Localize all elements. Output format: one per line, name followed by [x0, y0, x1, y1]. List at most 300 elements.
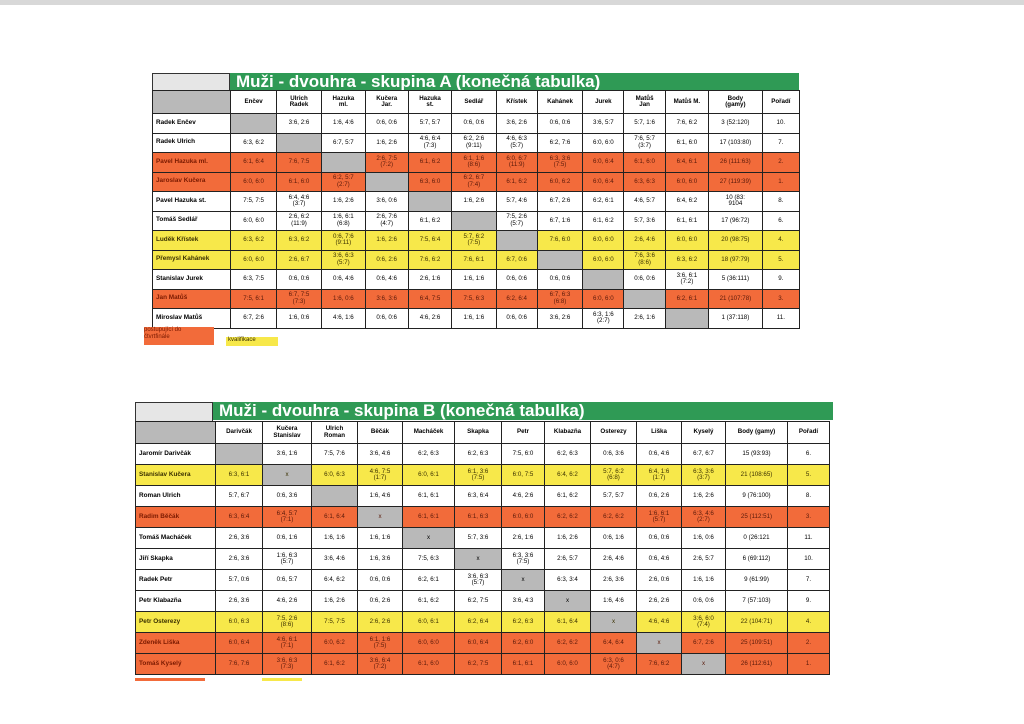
score-cell: 7:6, 3:6 (8:6)	[624, 250, 665, 270]
score-cell: 0:6, 1:6	[591, 528, 637, 549]
score-cell: 6:0, 6:4	[216, 633, 263, 654]
score-cell: 5:7, 1:6	[624, 114, 665, 134]
score-cell: 6:0, 6:4	[455, 633, 502, 654]
score-cell: 5:7, 5:7	[408, 114, 451, 134]
table-row	[136, 612, 830, 633]
points-cell: 1 (37:118)	[709, 309, 763, 329]
points-cell: 9 (61:99)	[726, 570, 788, 591]
score-cell: 3:6, 3:6	[365, 289, 408, 309]
score-cell: 6:2, 6:1	[583, 192, 624, 212]
column-header: Hazuka st.	[408, 91, 451, 114]
score-cell: 0:6, 2:6	[358, 591, 403, 612]
player-name: Přemysl Kahánek	[153, 250, 231, 270]
score-cell: 6:0, 6:0	[583, 250, 624, 270]
score-cell: 2:6, 5:7	[682, 549, 726, 570]
score-cell: 0:6, 2:6	[365, 250, 408, 270]
score-cell: 6:2, 6:4	[455, 612, 502, 633]
score-cell: 5:7, 3:6	[455, 528, 502, 549]
score-cell: 7:5, 2:6 (5:7)	[496, 211, 537, 231]
header-corner	[136, 422, 216, 444]
score-cell: 2:6, 4:6	[591, 549, 637, 570]
score-cell	[276, 133, 321, 153]
score-cell: 3:6, 6:3 (5:7)	[455, 570, 502, 591]
rank-cell: 8.	[788, 486, 830, 507]
score-cell: 6:0, 6:2	[312, 633, 358, 654]
score-cell: 3:6, 6:4 (7:2)	[358, 654, 403, 675]
scan-edge	[0, 0, 1024, 5]
score-cell: 6:0, 6:0	[502, 507, 545, 528]
table-row	[153, 289, 800, 309]
score-cell: 6:0, 6:0	[231, 250, 276, 270]
score-cell: 6:3, 3:6 (7:5)	[502, 549, 545, 570]
legend-advance: postupující do čtvrtfinále	[144, 327, 214, 345]
score-cell: 1:6, 1:6	[452, 270, 496, 290]
score-cell: 6:7, 7:5 (7:3)	[276, 289, 321, 309]
score-cell: 1:6, 1:6	[312, 528, 358, 549]
score-cell: 2:6, 2:6	[358, 612, 403, 633]
player-name: Jaromír Darivčák	[136, 444, 216, 465]
score-cell: 0:6, 4:6	[365, 270, 408, 290]
table-row	[136, 486, 830, 507]
score-cell	[496, 231, 537, 251]
score-cell: 2:6, 2:6	[637, 591, 682, 612]
score-cell: 4:6, 5:7	[624, 192, 665, 212]
score-cell: 3:6, 4:6	[312, 549, 358, 570]
score-cell: 7:6, 5:7 (3:7)	[624, 133, 665, 153]
header-row	[153, 91, 800, 114]
score-cell: 2:6, 4:6	[624, 231, 665, 251]
player-name: Petr Klabazňa	[136, 591, 216, 612]
column-header: Matůš M.	[665, 91, 708, 114]
legend-bottom-orange	[135, 678, 205, 681]
rank-cell: 9.	[788, 591, 830, 612]
column-header: Body (gamy)	[726, 422, 788, 444]
score-cell: 7:5, 6:1	[231, 289, 276, 309]
score-cell: 6:2, 6:0	[502, 633, 545, 654]
score-cell: 5:7, 5:7	[591, 486, 637, 507]
rank-cell: 3.	[762, 289, 799, 309]
score-cell: 0:6, 0:6	[276, 270, 321, 290]
score-cell	[312, 486, 358, 507]
score-cell: 6:1, 6:2	[408, 211, 451, 231]
score-cell: x	[455, 549, 502, 570]
score-cell: x	[637, 633, 682, 654]
score-cell: 6:4, 5:7 (7:1)	[263, 507, 312, 528]
score-cell: 1:6, 4:6	[358, 486, 403, 507]
points-cell: 3 (52:120)	[709, 114, 763, 134]
rank-cell: 1.	[788, 654, 830, 675]
score-cell: 5:7, 4:6	[496, 192, 537, 212]
table-row	[153, 309, 800, 329]
score-cell: 6:1, 6:1	[502, 654, 545, 675]
points-cell: 9 (76:100)	[726, 486, 788, 507]
points-cell: 5 (36:111)	[709, 270, 763, 290]
points-cell: 22 (104:71)	[726, 612, 788, 633]
score-cell: 6:3, 4:6 (2:7)	[682, 507, 726, 528]
score-cell: 4:6, 2:6	[408, 309, 451, 329]
score-cell: 6:0, 6:0	[583, 133, 624, 153]
column-header: Sedlář	[452, 91, 496, 114]
score-cell: 6:7, 2:6	[682, 633, 726, 654]
score-cell: 0:6, 0:6	[365, 114, 408, 134]
points-cell: 21 (108:65)	[726, 465, 788, 486]
points-cell: 25 (112:51)	[726, 507, 788, 528]
score-cell: 6:7, 6:3 (6:8)	[537, 289, 582, 309]
score-cell: 1:6, 1:6	[358, 528, 403, 549]
table-row	[136, 633, 830, 654]
legend-bottom-yellow	[262, 678, 302, 681]
player-name: Pavel Hazuka ml.	[153, 153, 231, 173]
column-header: Body (gamy)	[709, 91, 763, 114]
rank-cell: 4.	[762, 231, 799, 251]
score-cell: x	[682, 654, 726, 675]
rank-cell: 11.	[788, 528, 830, 549]
score-cell: 7:5, 6:0	[502, 444, 545, 465]
score-cell: 6:3, 6:4	[455, 486, 502, 507]
score-cell: 0:6, 0:6	[358, 570, 403, 591]
score-cell: 1:6, 4:6	[322, 114, 365, 134]
score-cell: 2:6, 7:5 (7:2)	[365, 153, 408, 173]
score-cell: 6:2, 6:3	[403, 444, 455, 465]
score-cell: 3:6, 4:3	[502, 591, 545, 612]
score-cell: 1:6, 2:6	[452, 192, 496, 212]
score-cell: 6:3, 3:6 (3:7)	[682, 465, 726, 486]
score-cell: 6:0, 6:0	[583, 289, 624, 309]
score-cell: 7:6, 7:5	[276, 153, 321, 173]
score-cell: 1:6, 2:6	[365, 133, 408, 153]
rank-cell: 10.	[762, 114, 799, 134]
score-cell: 5:7, 3:6	[624, 211, 665, 231]
score-cell: 6:0, 6:2	[537, 172, 582, 192]
score-cell: 6:3, 3:4	[545, 570, 591, 591]
score-cell: 6:1, 6:2	[496, 172, 537, 192]
table-row	[153, 133, 800, 153]
header-corner	[153, 91, 231, 114]
score-cell: 2:6, 5:7	[545, 549, 591, 570]
score-cell: 6:2, 7:5	[455, 654, 502, 675]
score-cell: x	[502, 570, 545, 591]
score-cell: 3:6, 6:3 (5:7)	[322, 250, 365, 270]
table-row	[153, 192, 800, 212]
score-cell	[231, 114, 276, 134]
score-cell: 6:0, 6:4	[583, 153, 624, 173]
score-cell	[537, 250, 582, 270]
score-cell: 6:2, 6:2	[545, 507, 591, 528]
points-cell: 17 (96:72)	[709, 211, 763, 231]
player-name: Radek Petr	[136, 570, 216, 591]
column-header: Pořadí	[762, 91, 799, 114]
column-header: Liška	[637, 422, 682, 444]
score-cell: 3:6, 6:3 (7:3)	[263, 654, 312, 675]
score-cell: 4:6, 4:6	[637, 612, 682, 633]
score-cell: 6:3, 6:2	[665, 250, 708, 270]
score-cell: 6:0, 6:0	[665, 172, 708, 192]
rank-cell: 9.	[762, 270, 799, 290]
score-cell: 6:3, 6:2	[276, 231, 321, 251]
column-header: Kučera Stanislav	[263, 422, 312, 444]
score-cell: 6:7, 5:7	[322, 133, 365, 153]
player-name: Tomáš Kyselý	[136, 654, 216, 675]
score-cell: 2:6, 7:6 (4:7)	[365, 211, 408, 231]
table-row	[136, 549, 830, 570]
score-cell: 6:1, 6:1	[403, 507, 455, 528]
rank-cell: 7.	[788, 570, 830, 591]
score-cell: 6:2, 6:2	[591, 507, 637, 528]
score-cell: x	[358, 507, 403, 528]
column-header: Klabazňa	[545, 422, 591, 444]
score-cell	[624, 289, 665, 309]
table-row	[136, 444, 830, 465]
score-cell: 6:1, 6:0	[624, 153, 665, 173]
score-cell: 6:1, 6:0	[665, 133, 708, 153]
player-name: Radek Ulrich	[153, 133, 231, 153]
score-cell: 7:5, 7:5	[231, 192, 276, 212]
player-name: Jan Matůš	[153, 289, 231, 309]
score-cell: 6:3, 6:1	[216, 465, 263, 486]
table-row	[153, 172, 800, 192]
rank-cell: 8.	[762, 192, 799, 212]
score-cell: 0:6, 0:6	[682, 591, 726, 612]
score-cell: 4:6, 7:5 (1:7)	[358, 465, 403, 486]
score-cell: 0:6, 1:6	[263, 528, 312, 549]
score-cell: 1:6, 0:6	[682, 528, 726, 549]
score-cell: 6:0, 6:7 (11:9)	[496, 153, 537, 173]
score-cell: 2:6, 1:6	[624, 309, 665, 329]
score-cell	[322, 153, 365, 173]
score-cell: 6:7, 2:6	[231, 309, 276, 329]
score-cell: 6:3, 6:2	[231, 231, 276, 251]
table-row	[136, 570, 830, 591]
score-cell: 6:2, 6:2	[545, 633, 591, 654]
score-cell: 0:6, 7:6 (9:11)	[322, 231, 365, 251]
score-cell: 3:6, 6:0 (7:4)	[682, 612, 726, 633]
table-row	[136, 591, 830, 612]
score-cell: 6:1, 6:3	[455, 507, 502, 528]
score-cell: 0:6, 0:6	[452, 114, 496, 134]
table-row	[153, 270, 800, 290]
points-cell: 15 (93:93)	[726, 444, 788, 465]
column-header: Skapka	[455, 422, 502, 444]
score-cell: 7:5, 2:6 (8:6)	[263, 612, 312, 633]
score-cell: 6:2, 7:6	[537, 133, 582, 153]
score-cell: 6:7, 0:6	[496, 250, 537, 270]
score-cell: 4:6, 2:6	[263, 591, 312, 612]
score-cell: 6:0, 6:0	[403, 633, 455, 654]
score-cell: 7:5, 6:4	[408, 231, 451, 251]
column-header: Petr	[502, 422, 545, 444]
score-cell: 6:3, 7:5	[231, 270, 276, 290]
score-cell: 1:6, 2:6	[322, 192, 365, 212]
legend-qualification: kvalifikace	[226, 337, 278, 346]
score-cell: 3:6, 2:6	[276, 114, 321, 134]
points-cell: 18 (97:79)	[709, 250, 763, 270]
score-cell: 6:7, 1:6	[537, 211, 582, 231]
table-row	[153, 211, 800, 231]
column-header: Enčev	[231, 91, 276, 114]
player-name: Roman Ulrich	[136, 486, 216, 507]
rank-cell: 5.	[788, 465, 830, 486]
table-row	[136, 465, 830, 486]
column-header: Ulrich Roman	[312, 422, 358, 444]
score-cell: 6:3, 1:6 (2:7)	[583, 309, 624, 329]
score-cell: 6:4, 4:6 (3:7)	[276, 192, 321, 212]
score-cell: 4:6, 6:3 (5:7)	[496, 133, 537, 153]
points-cell: 20 (98:75)	[709, 231, 763, 251]
score-cell: 0:6, 0:6	[496, 309, 537, 329]
score-cell: 5:7, 6:2 (7:5)	[452, 231, 496, 251]
points-cell: 10 (83: 9104	[709, 192, 763, 212]
score-cell: 6:4, 7:5	[408, 289, 451, 309]
score-cell: 6:3, 6:2	[231, 133, 276, 153]
score-cell	[216, 444, 263, 465]
score-cell	[408, 192, 451, 212]
score-cell: 4:6, 6:4 (7:3)	[408, 133, 451, 153]
score-cell: 0:6, 0:6	[537, 270, 582, 290]
score-cell: 6:0, 6:1	[403, 612, 455, 633]
score-cell: 6:1, 6:2	[408, 153, 451, 173]
points-cell: 26 (112:61)	[726, 654, 788, 675]
column-header: Ulrich Radek	[276, 91, 321, 114]
score-cell: 6:7, 2:6	[537, 192, 582, 212]
score-cell	[365, 172, 408, 192]
score-cell: 5:7, 6:7	[216, 486, 263, 507]
score-cell: 7:5, 7:5	[312, 612, 358, 633]
player-name: Jaroslav Kučera	[153, 172, 231, 192]
score-cell: 7:6, 6:2	[665, 114, 708, 134]
score-cell: 2:6, 1:6	[408, 270, 451, 290]
table-row	[136, 507, 830, 528]
player-name: Stanislav Jurek	[153, 270, 231, 290]
score-cell: 3:6, 0:6	[365, 192, 408, 212]
group-b-banner-corner	[135, 402, 213, 422]
score-cell: 6:2, 6:3	[502, 612, 545, 633]
player-name: Jiří Skapka	[136, 549, 216, 570]
score-cell: 6:1, 6:4	[312, 507, 358, 528]
points-cell: 17 (103:80)	[709, 133, 763, 153]
column-header: Kahánek	[537, 91, 582, 114]
score-cell: 6:3, 6:4	[216, 507, 263, 528]
score-cell: 2:6, 1:6	[502, 528, 545, 549]
score-cell: 6:4, 6:4	[591, 633, 637, 654]
table-row	[136, 528, 830, 549]
score-cell: 6:2, 7:5	[455, 591, 502, 612]
score-cell: 6:1, 1:6 (8:6)	[452, 153, 496, 173]
rank-cell: 7.	[762, 133, 799, 153]
score-cell: 6:7, 6:7	[682, 444, 726, 465]
score-cell	[452, 211, 496, 231]
score-cell: 6:3, 6:0	[408, 172, 451, 192]
points-cell: 21 (107:78)	[709, 289, 763, 309]
header-row	[136, 422, 830, 444]
score-cell: 1:6, 4:6	[591, 591, 637, 612]
score-cell: 6:1, 6:0	[276, 172, 321, 192]
score-cell: 0:6, 0:6	[637, 528, 682, 549]
column-header: Běčák	[358, 422, 403, 444]
table-row	[136, 654, 830, 675]
player-name: Luděk Křístek	[153, 231, 231, 251]
column-header: Hazuka ml.	[322, 91, 365, 114]
score-cell: 0:6, 2:6	[637, 486, 682, 507]
score-cell: 4:6, 6:1 (7:1)	[263, 633, 312, 654]
score-cell: 1:6, 1:6	[682, 570, 726, 591]
score-cell: 0:6, 0:6	[537, 114, 582, 134]
score-cell: 7:5, 6:3	[403, 549, 455, 570]
score-cell: 5:7, 6:2 (6:8)	[591, 465, 637, 486]
score-cell: 1:6, 2:6	[365, 231, 408, 251]
score-cell: 6:4, 6:2	[545, 465, 591, 486]
player-name: Radim Běčák	[136, 507, 216, 528]
score-cell: 6:2, 6:1	[665, 289, 708, 309]
rank-cell: 3.	[788, 507, 830, 528]
score-cell: 6:3, 6:3	[624, 172, 665, 192]
score-cell: 6:2, 2:6 (9:11)	[452, 133, 496, 153]
score-cell: 6:0, 6:0	[545, 654, 591, 675]
score-cell: 7:5, 7:6	[312, 444, 358, 465]
score-cell: 5:7, 0:6	[216, 570, 263, 591]
score-cell: 6:1, 6:1	[403, 486, 455, 507]
score-cell	[583, 270, 624, 290]
player-name: Zdeněk Liška	[136, 633, 216, 654]
score-cell: 6:2, 6:3	[455, 444, 502, 465]
rank-cell: 6.	[762, 211, 799, 231]
score-cell: 6:0, 6:3	[312, 465, 358, 486]
score-cell: 6:0, 6:0	[665, 231, 708, 251]
score-cell: 7:6, 6:1	[452, 250, 496, 270]
score-cell: 1:6, 6:1 (5:7)	[637, 507, 682, 528]
column-header: Jurek	[583, 91, 624, 114]
score-cell: 7:5, 6:3	[452, 289, 496, 309]
table-row	[153, 114, 800, 134]
group-a-title: Muži - dvouhra - skupina A (konečná tabulka)	[230, 73, 799, 91]
score-cell: 6:2, 6:3	[545, 444, 591, 465]
score-cell: 2:6, 3:6	[591, 570, 637, 591]
score-cell: 6:1, 1:6 (7:5)	[358, 633, 403, 654]
score-cell: 6:2, 6:1	[403, 570, 455, 591]
score-cell: 7:6, 6:2	[408, 250, 451, 270]
rank-cell: 6.	[788, 444, 830, 465]
score-cell: 2:6, 3:6	[216, 591, 263, 612]
score-cell: 0:6, 0:6	[496, 270, 537, 290]
score-cell: 0:6, 4:6	[322, 270, 365, 290]
column-header: Pořadí	[788, 422, 830, 444]
score-cell: 6:1, 6:2	[583, 211, 624, 231]
score-cell: 6:3, 3:6 (7:5)	[537, 153, 582, 173]
score-cell: 6:0, 6:0	[583, 231, 624, 251]
score-cell: 1:6, 2:6	[545, 528, 591, 549]
group-a-table	[152, 90, 800, 329]
player-name: Petr Osterezy	[136, 612, 216, 633]
score-cell: 6:0, 6:0	[231, 172, 276, 192]
score-cell: 1:6, 6:1 (6:8)	[322, 211, 365, 231]
score-cell: 3:6, 6:1 (7:2)	[665, 270, 708, 290]
score-cell: 4:6, 1:6	[322, 309, 365, 329]
score-cell: 7:6, 6:2	[637, 654, 682, 675]
score-cell: 1:6, 6:3 (5:7)	[263, 549, 312, 570]
rank-cell: 11.	[762, 309, 799, 329]
score-cell: 3:6, 5:7	[583, 114, 624, 134]
score-cell: 0:6, 3:6	[591, 444, 637, 465]
score-cell: 6:4, 6:2	[312, 570, 358, 591]
score-cell: 2:6, 3:6	[216, 528, 263, 549]
rank-cell: 2.	[788, 633, 830, 654]
score-cell: 6:4, 6:2	[665, 192, 708, 212]
score-cell: 6:0, 7:5	[502, 465, 545, 486]
score-cell: 2:6, 6:7	[276, 250, 321, 270]
table-row	[153, 153, 800, 173]
score-cell: 6:0, 6:1	[403, 465, 455, 486]
score-cell: x	[403, 528, 455, 549]
player-name: Radek Enčev	[153, 114, 231, 134]
